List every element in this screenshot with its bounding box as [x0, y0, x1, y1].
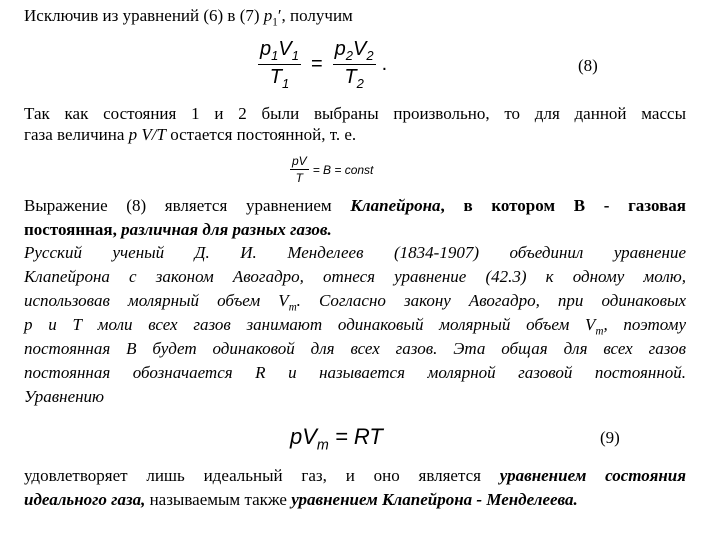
para4-line1-text: удовлетворяет лишь идеальный газ, и оно является [24, 466, 500, 485]
para4-line2-emph2: уравнением Клапейрона - Менделеева. [291, 490, 578, 509]
para1-line2-math: p V/T [128, 125, 166, 144]
para4-line2-emph1: идеального газа, [24, 490, 146, 509]
para3-line2: Клапейрона с законом Авогадро, отнеся уравнение (42.3) к одному молю, [24, 267, 686, 286]
para4-line1-emph: уравнением состояния [499, 466, 686, 485]
eq8-dot: . [381, 53, 388, 75]
para1-line1: Так как состояния 1 и 2 были выбраны произвольно, то для данной массы [24, 104, 686, 123]
para3-line4-sub: m [595, 325, 604, 338]
para2-line1-bold: , в котором B - газовая [440, 196, 686, 215]
intro-text: Исключив из уравнений (6) в (7) [24, 6, 264, 25]
eq8-right-v-sub: 2 [366, 48, 374, 63]
eq8-right-t: T [344, 66, 357, 88]
intro-text-after: , получим [281, 6, 353, 25]
para3-line5: постоянная B будет одинаковой для всех газов. Эта общая для всех газов [24, 339, 686, 358]
eq8-right-p-sub: 2 [345, 48, 353, 63]
para3-line4-after: , поэтому [603, 315, 687, 334]
para2-line1-emph: Клапейрона [350, 196, 441, 215]
intro-symbol-sub: 1 [272, 16, 278, 29]
equation-8 [258, 38, 387, 91]
eq8-right-p: p [334, 38, 346, 60]
equation-9-number: (9) [600, 428, 620, 447]
eq8-left-p-sub: 1 [271, 48, 279, 63]
intro-symbol: p [263, 6, 273, 25]
para1-line2-after: остается постоянной, т. е. [165, 125, 357, 144]
para3-line3-text: использовав молярный объем V [24, 291, 289, 310]
eq8-right-fraction [333, 38, 376, 91]
const-fraction [290, 154, 309, 185]
const-num: pV [292, 154, 307, 168]
intro-line [24, 6, 353, 32]
para2-line2-emph: различная для разных газов. [116, 220, 332, 239]
para3-line7: Уравнению [24, 387, 105, 406]
para2-line2-bold: постоянная, [24, 220, 117, 239]
eq9-rhs: = RT [328, 424, 383, 449]
para3-line3-after: . Согласно закону Авогадро, при одинаковых [296, 291, 687, 310]
eq9-formula: pV [290, 424, 317, 449]
equation-9 [290, 424, 383, 458]
para3-line4-text: р и Т моли всех газов занимают одинаковый молярный объем V [24, 315, 596, 334]
eq8-left-t: T [269, 66, 282, 88]
eq8-left-p: p [260, 38, 272, 60]
eq8-right-v: V [352, 38, 367, 60]
eq8-equals: = [310, 53, 323, 75]
para1-line2 [24, 125, 356, 145]
para2-line2 [24, 220, 332, 240]
para1-line2-text: газа величина [24, 125, 129, 144]
const-den: T [295, 171, 304, 185]
eq8-right-t-sub: 2 [356, 76, 364, 91]
para3-line3-sub: m [288, 301, 297, 314]
para3-line1: Русский ученый Д. И. Менделеев (1834-1907) объединил уравнение [24, 243, 686, 262]
para4-line2 [24, 490, 578, 510]
const-rhs: = B = const [312, 162, 374, 177]
eq9-sub: m [316, 437, 329, 454]
intro-prime: ′ [277, 6, 282, 25]
para4-line2-text: называемым также [145, 490, 292, 509]
eq8-left-v-sub: 1 [291, 48, 299, 63]
para2-line1-text: Выражение (8) является уравнением [24, 196, 351, 215]
eq8-left-fraction [258, 38, 301, 91]
eq8-left-v: V [278, 38, 292, 60]
para3-line6: постоянная обозначается R и называется молярной газовой постоянной. [24, 363, 686, 382]
eq8-left-t-sub: 1 [281, 76, 290, 91]
equation-8-number: (8) [578, 56, 598, 75]
equation-const [290, 154, 373, 185]
